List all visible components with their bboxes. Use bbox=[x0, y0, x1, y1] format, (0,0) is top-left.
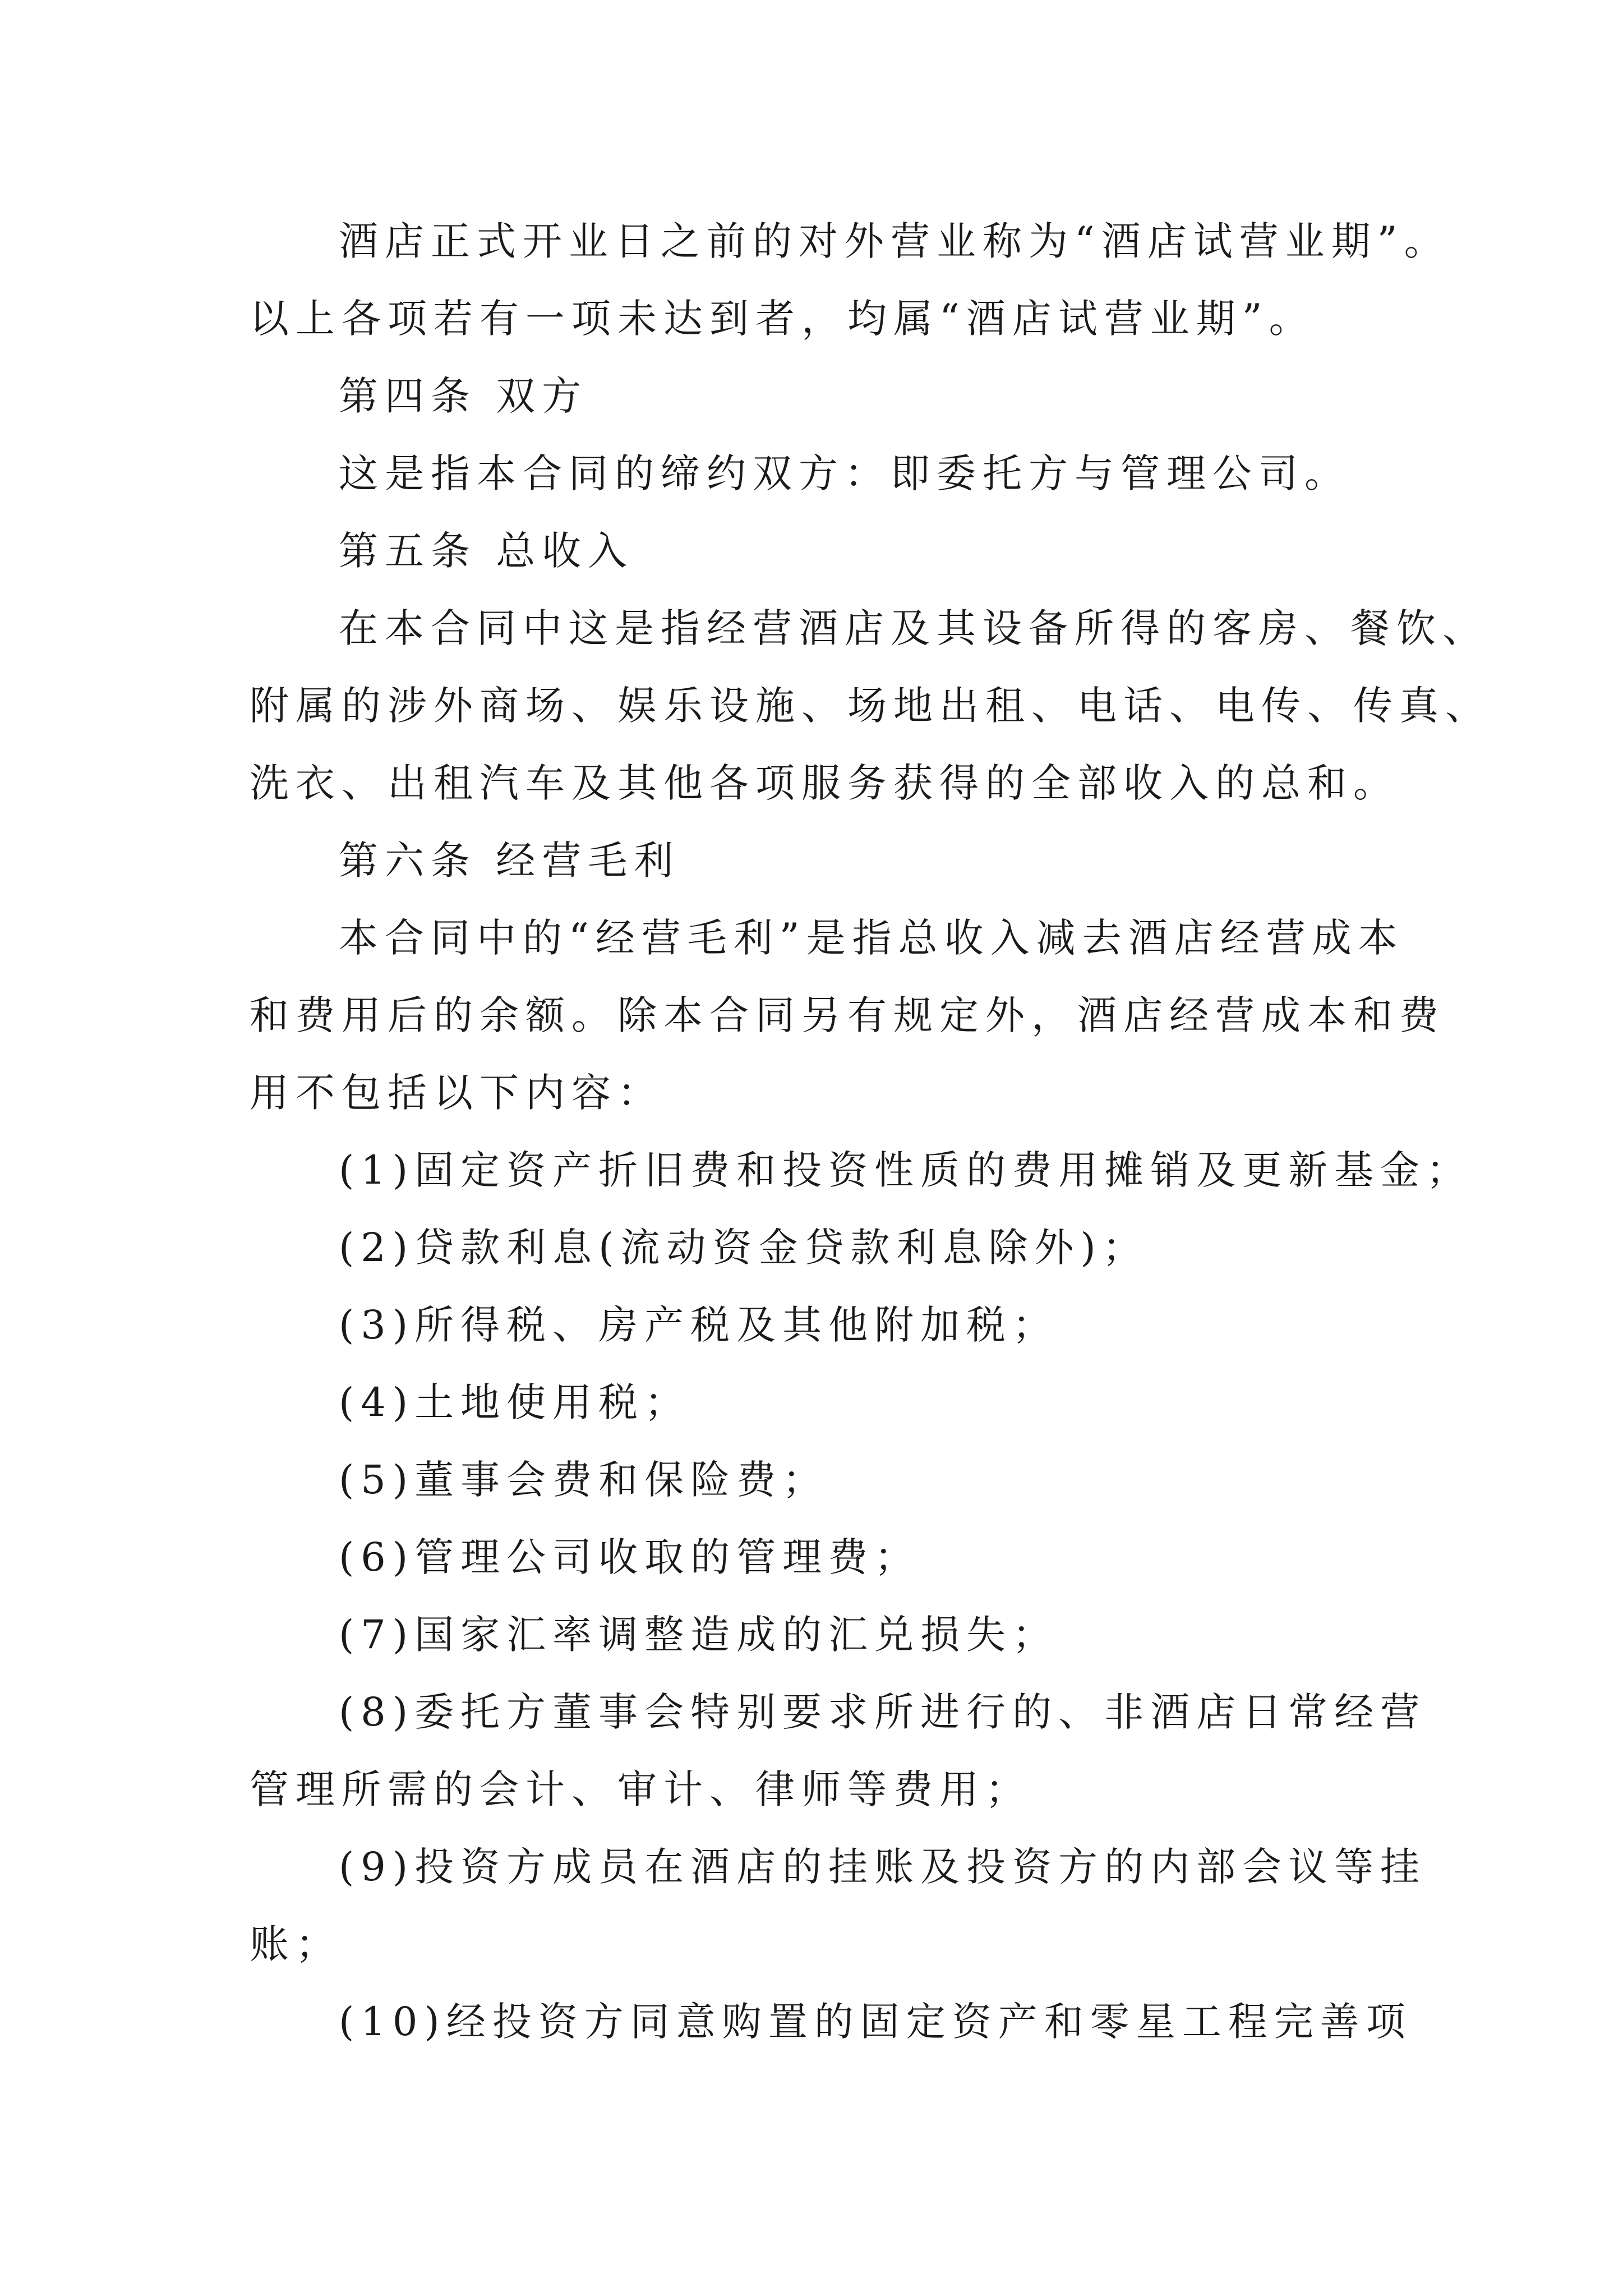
list-item-continuation: 管理所需的会计、审计、律师等费用； bbox=[250, 1766, 1031, 1812]
list-item: (6)管理公司收取的管理费； bbox=[339, 1534, 921, 1580]
paragraph-line: 和费用后的余额。除本合同另有规定外，酒店经营成本和费 bbox=[250, 992, 1445, 1038]
list-item: (5)董事会费和保险费； bbox=[339, 1457, 829, 1503]
paragraph-line: 本合同中的“经营毛利”是指总收入减去酒店经营成本 bbox=[339, 915, 1404, 961]
paragraph-line: 酒店正式开业日之前的对外营业称为“酒店试营业期”。 bbox=[339, 218, 1450, 264]
article-heading: 第五条 总收入 bbox=[339, 528, 634, 574]
paragraph-line: 用不包括以下内容： bbox=[250, 1070, 663, 1116]
paragraph-line: 这是指本合同的缔约双方：即委托方与管理公司。 bbox=[339, 450, 1350, 496]
list-item: (2)贷款利息(流动资金贷款利息除外)； bbox=[339, 1225, 1149, 1271]
article-heading: 第四条 双方 bbox=[339, 373, 588, 419]
paragraph-line: 附属的涉外商场、娱乐设施、场地出租、电话、电传、传真、 bbox=[250, 683, 1491, 729]
paragraph-line: 在本合同中这是指经营酒店及其设备所得的客房、餐饮、 bbox=[339, 605, 1488, 651]
list-item: (4)土地使用税； bbox=[339, 1379, 691, 1425]
list-item-continuation: 账； bbox=[250, 1921, 342, 1967]
list-item: (8)委托方董事会特别要求所进行的、非酒店日常经营 bbox=[339, 1689, 1427, 1735]
list-item: (9)投资方成员在酒店的挂账及投资方的内部会议等挂 bbox=[339, 1844, 1427, 1890]
list-item: (10)经投资方同意购置的固定资产和零星工程完善项 bbox=[339, 1999, 1412, 2045]
paragraph-line: 洗衣、出租汽车及其他各项服务获得的全部收入的总和。 bbox=[250, 760, 1399, 806]
article-heading: 第六条 经营毛利 bbox=[339, 838, 680, 884]
list-item: (1)固定资产折旧费和投资性质的费用摊销及更新基金； bbox=[339, 1147, 1473, 1193]
list-item: (3)所得税、房产税及其他附加税； bbox=[339, 1302, 1059, 1348]
list-item: (7)国家汇率调整造成的汇兑损失； bbox=[339, 1612, 1059, 1658]
paragraph-line: 以上各项若有一项未达到者，均属“酒店试营业期”。 bbox=[250, 296, 1315, 342]
